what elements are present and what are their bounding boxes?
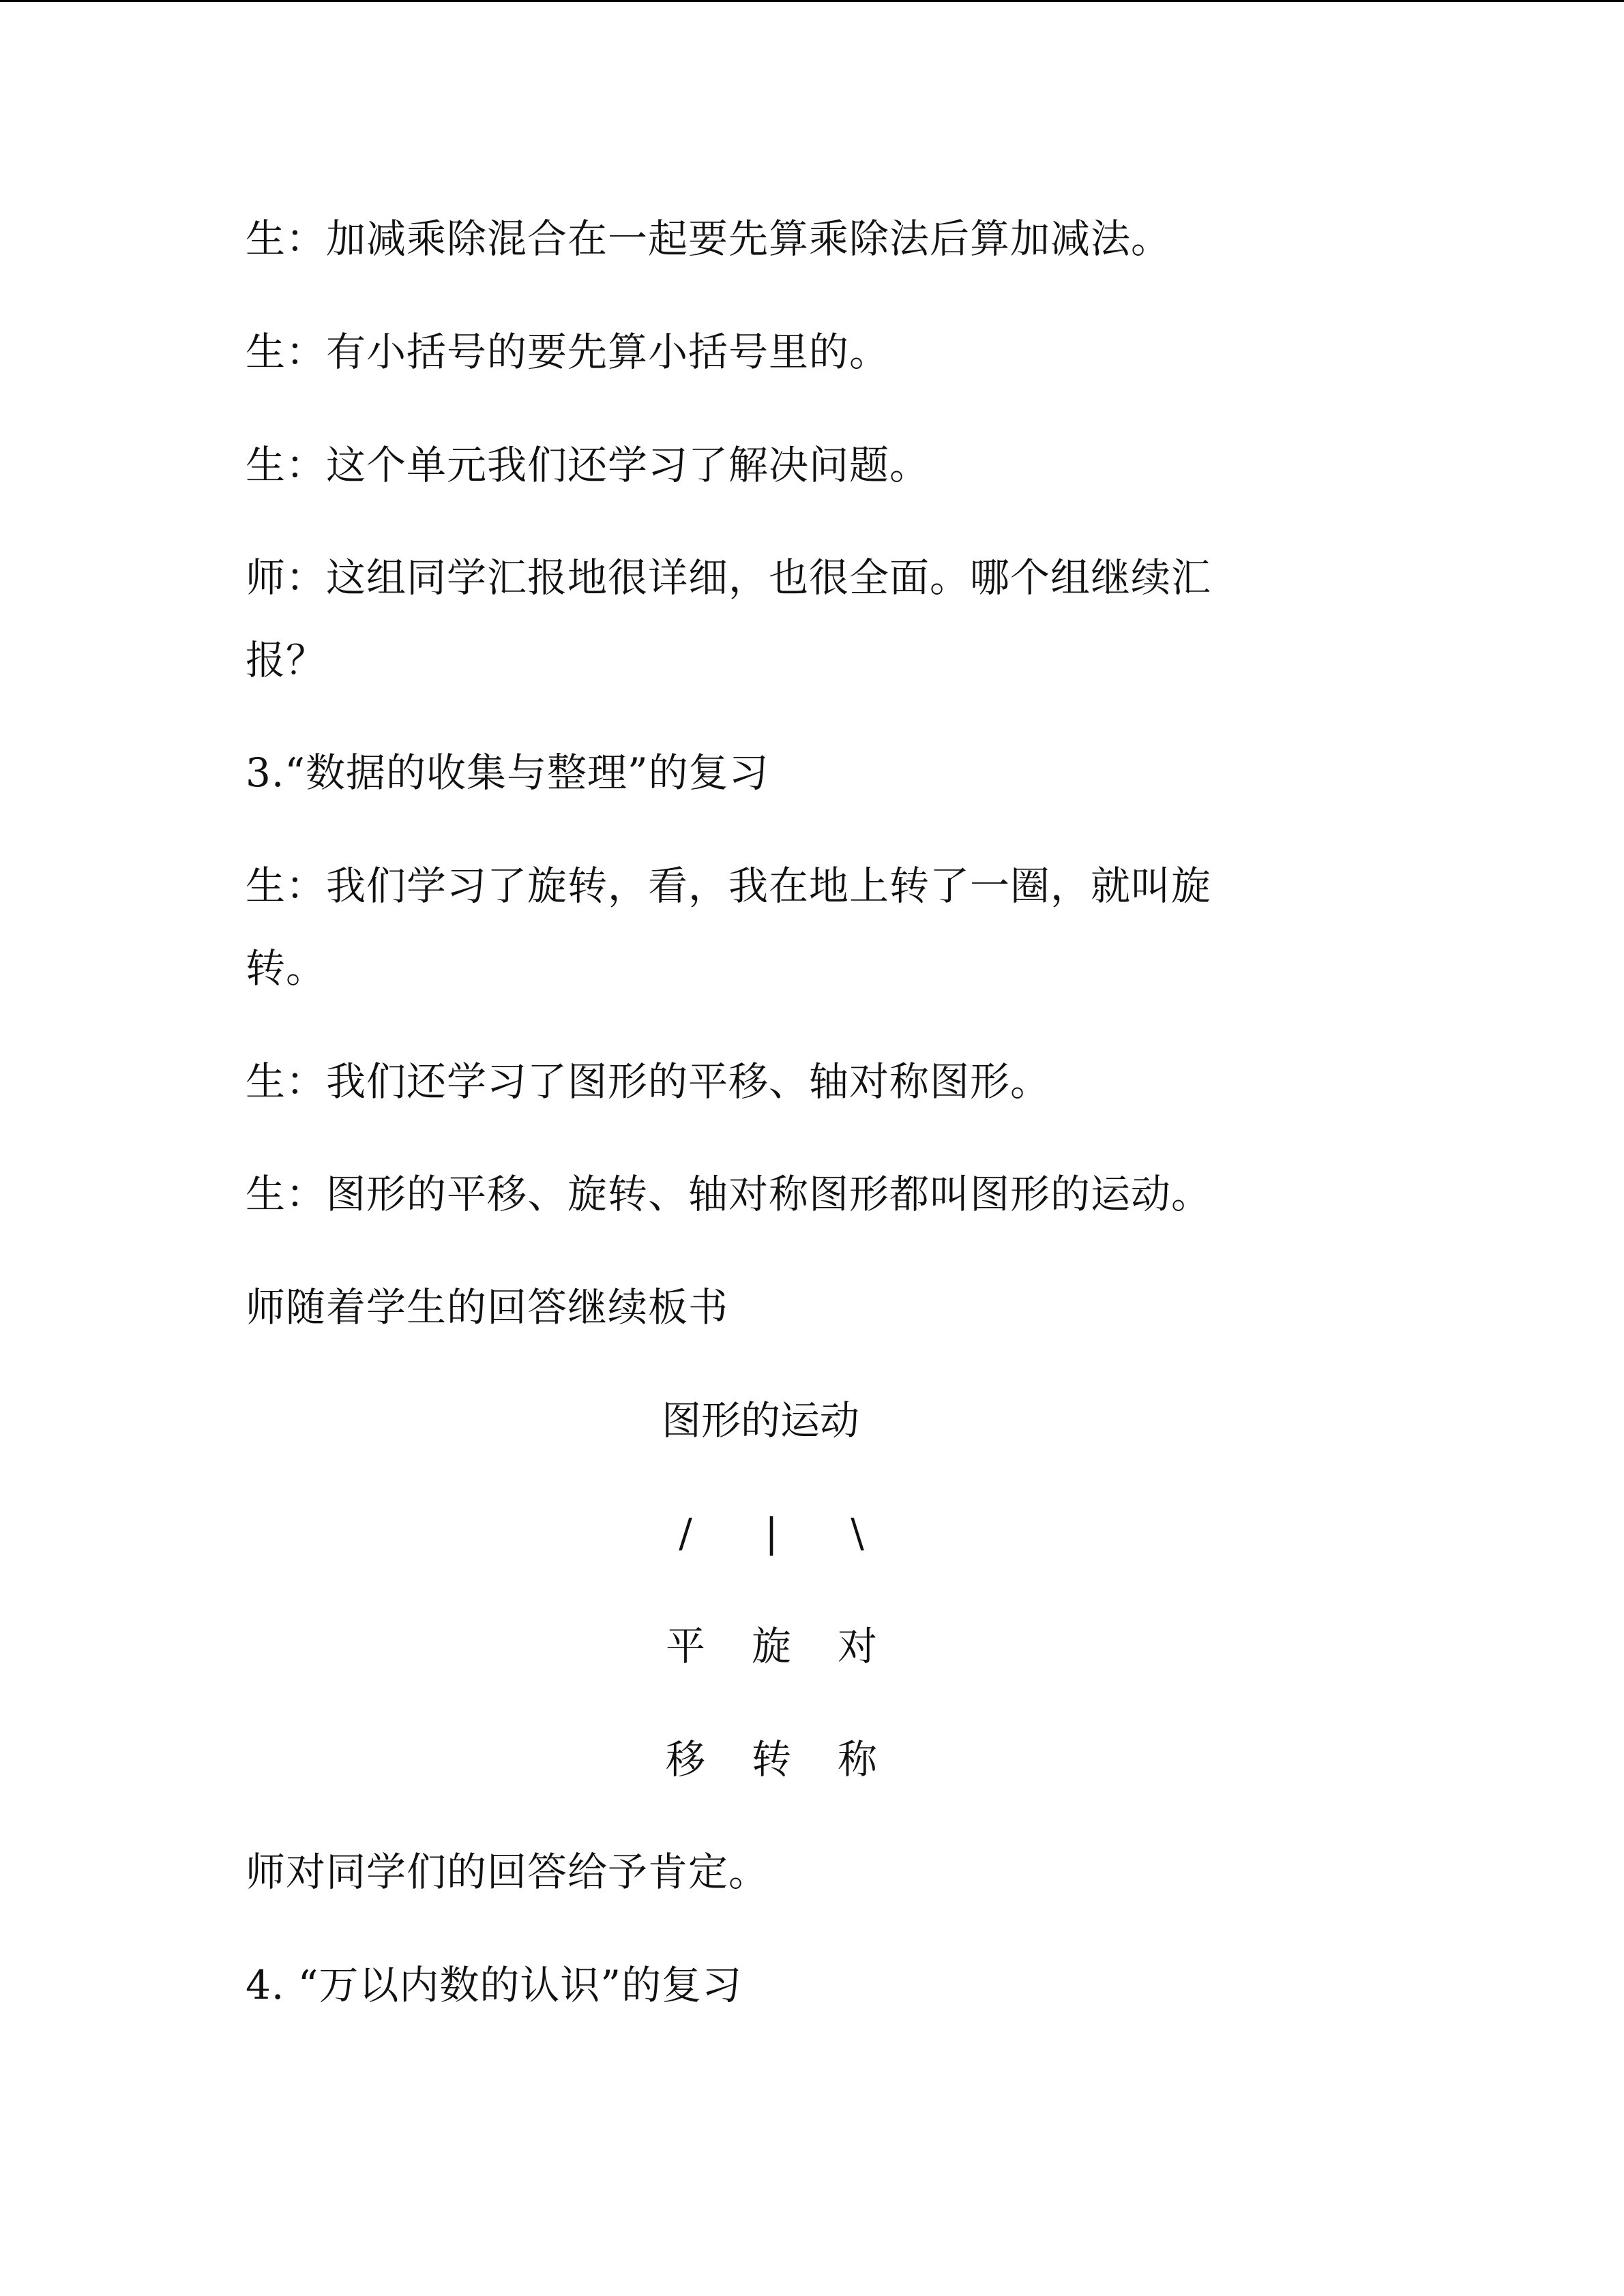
- text-line-2: 生：有小括号的要先算小括号里的。: [246, 329, 890, 375]
- diagram-char-cheng: 称: [837, 1736, 877, 1783]
- text-line-1: 生：加减乘除混合在一起要先算乘除法后算加减法。: [246, 215, 1172, 262]
- text-line-9: 生：我们还学习了图形的平移、轴对称图形。: [246, 1058, 1051, 1105]
- diagram-char-xuan: 旋: [751, 1623, 791, 1669]
- diagram-title: 图形的运动: [662, 1397, 860, 1444]
- diagram-branches: [662, 1509, 887, 1557]
- diagram-char-zhuan: 转: [751, 1736, 791, 1783]
- text-line-after-1: 师对同学们的回答给予肯定。: [246, 1849, 769, 1895]
- branch-left: /: [679, 1510, 692, 1556]
- section-heading-4: 4. “万以内数的认识”的复习: [246, 1962, 743, 2008]
- text-line-4: 师：这组同学汇报地很详细，也很全面。哪个组继续汇: [246, 554, 1212, 601]
- text-line-5: 报？: [246, 637, 327, 683]
- diagram-row-2: [662, 1735, 887, 1783]
- branch-middle: |: [765, 1510, 778, 1556]
- text-line-8: 转。: [246, 945, 327, 992]
- section-heading-3: 3.“数据的收集与整理”的复习: [246, 749, 769, 796]
- text-line-11: 师随着学生的回答继续板书: [246, 1284, 729, 1330]
- diagram-char-ping: 平: [665, 1623, 705, 1669]
- diagram-row-1: [662, 1622, 887, 1670]
- diagram-char-dui: 对: [837, 1623, 877, 1669]
- branch-right: \: [851, 1510, 864, 1556]
- text-line-10: 生：图形的平移、旋转、轴对称图形都叫图形的运动。: [246, 1171, 1212, 1217]
- text-line-3: 生：这个单元我们还学习了解决问题。: [246, 442, 930, 488]
- diagram-char-yi: 移: [665, 1736, 705, 1783]
- text-line-7: 生：我们学习了旋转，看，我在地上转了一圈，就叫旋: [246, 863, 1212, 909]
